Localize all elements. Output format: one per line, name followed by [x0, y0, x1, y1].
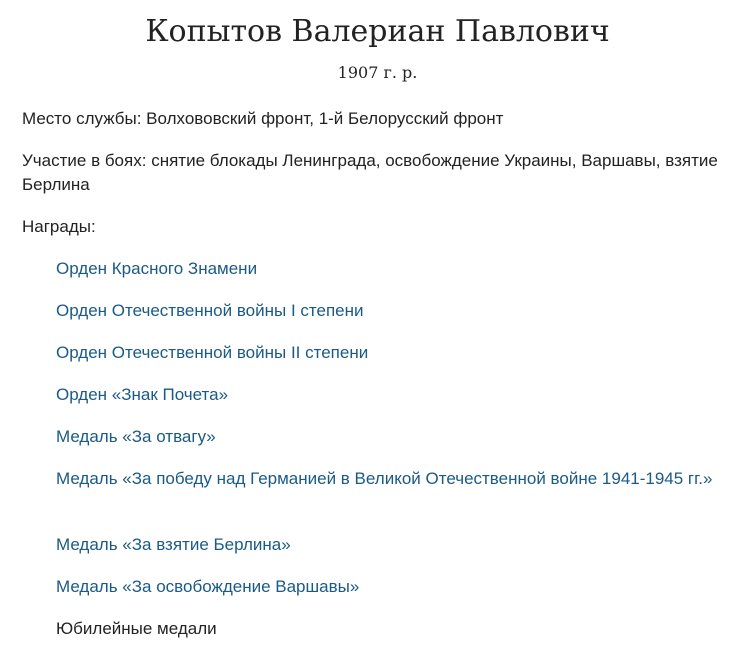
award-link-medal-liberation-warsaw[interactable]: Медаль «За освобождение Варшавы» — [56, 577, 360, 596]
award-jubilee-medals: Юбилейные медали — [56, 619, 217, 638]
award-link-medal-courage[interactable]: Медаль «За отвагу» — [56, 427, 216, 446]
page-title: Копытов Валериан Павлович — [145, 14, 610, 49]
award-link-medal-capture-berlin[interactable]: Медаль «За взятие Берлина» — [56, 535, 291, 554]
service-place — [22, 107, 742, 131]
battles-label: Участие в боях: — [22, 151, 147, 170]
award-link-order-badge-of-honor[interactable]: Орден «Знак Почета» — [56, 385, 229, 404]
award-link-medal-victory-germany[interactable]: Медаль «За победу над Германией в Великой Отечественной войне 1941-1945 гг.» — [56, 469, 713, 488]
award-link-order-patriotic-war-1[interactable]: Орден Отечественной войны I степени — [56, 301, 364, 320]
service-place-label: Место службы: — [22, 109, 142, 128]
battles-value: снятие блокады Ленинграда, освобождение Украины, Варшавы, взятие Берлина — [22, 151, 718, 194]
awards-heading: Награды: — [22, 217, 96, 236]
battles — [22, 149, 742, 197]
award-link-order-red-banner[interactable]: Орден Красного Знамени — [56, 259, 258, 278]
award-link-order-patriotic-war-2[interactable]: Орден Отечественной войны II степени — [56, 343, 369, 362]
birth-year: 1907 г. р. — [337, 63, 418, 82]
service-place-value: Волхововский фронт, 1-й Белорусский фронт — [146, 109, 504, 128]
